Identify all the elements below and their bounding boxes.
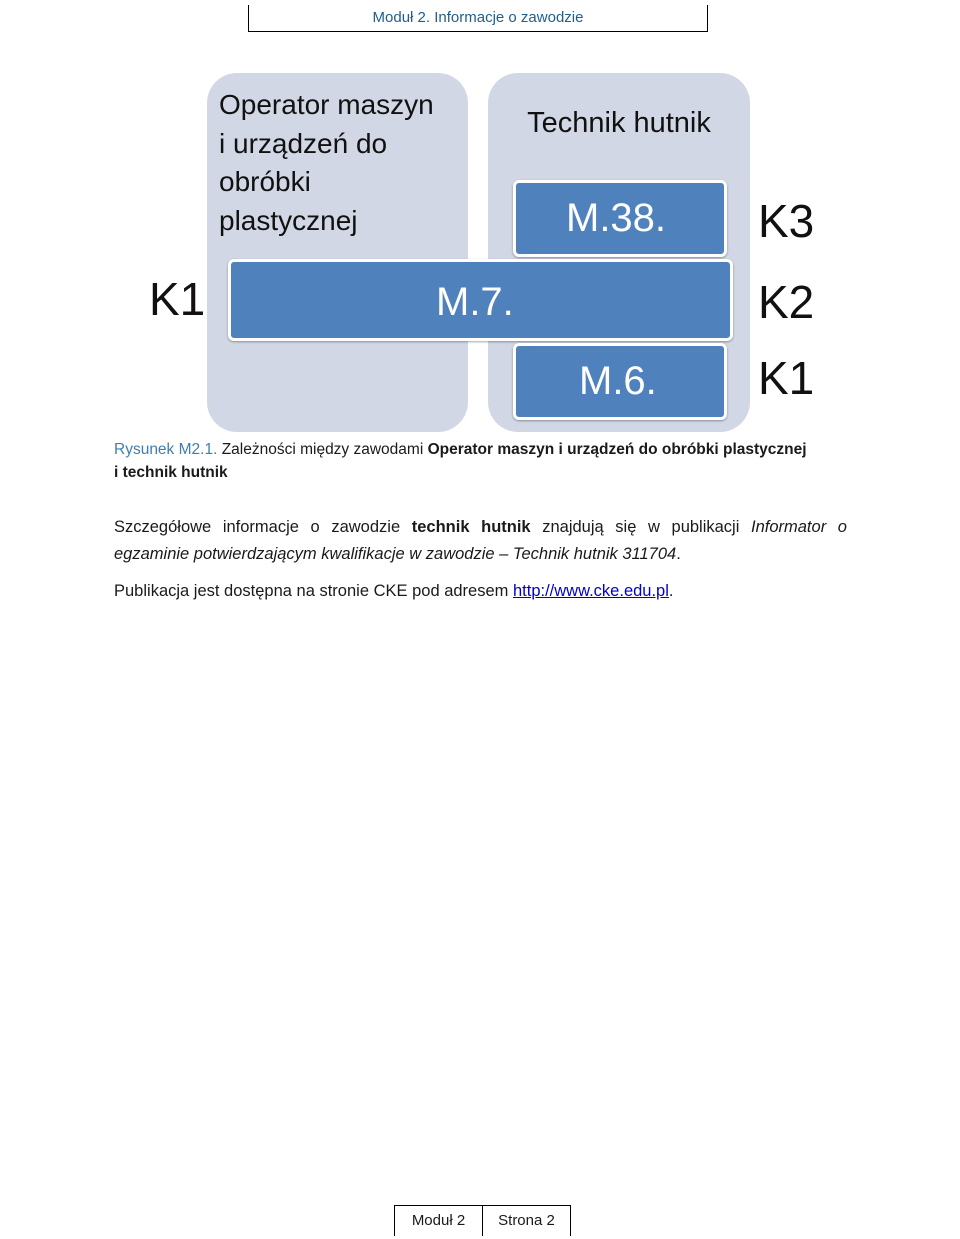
level-label-k1-left: K1 [149,273,206,325]
caption-label: Rysunek M2.1. [114,441,218,458]
figure-caption [114,438,854,484]
level-label-k1: K1 [758,352,815,404]
panel-operator-title-line: i urządzeń do [219,127,388,159]
caption-text: Zależności między zawodami [217,441,428,458]
text-bold: technik hutnik [411,518,531,536]
qualification-label: M.6. [579,359,657,403]
page-footer [394,1205,571,1236]
qualification-label: M.38. [566,196,667,240]
text: Szczegółowe informacje o zawodzie [114,518,412,536]
paragraph-publication [114,578,854,604]
page-header: Moduł 2. Informacje o zawodzie [248,5,708,32]
qualification-bar-m7 [228,259,733,341]
panel-operator-title-line: obróbki [219,166,311,197]
footer-module: Moduł 2 [395,1206,483,1236]
text: Publikacja jest dostępna na stronie CKE pod adresem [114,582,513,600]
text: znajdują się w publikacji [530,518,751,536]
caption-bold: Operator maszyn i urządzeń do obróbki plastycznej [427,441,807,458]
panel-operator-title-line: Operator maszyn [219,89,434,120]
text: . [676,544,681,563]
caption-bold: i technik hutnik [114,464,228,481]
qualification-diagram [0,0,960,440]
paragraph-details [114,514,847,567]
level-label-k2: K2 [758,276,815,328]
panel-technik-title: Technik hutnik [527,107,711,139]
panel-operator-title [219,86,464,240]
level-label-k3: K3 [758,195,815,247]
footer-page-number: Strona 2 [498,1212,555,1229]
text: . [668,582,674,600]
publication-title: Informator o egzaminie potwierdzającym kwalifikacje w zawodzie – Technik hutnik 311704 [114,518,847,563]
qualification-label: M.7. [436,280,514,324]
qualification-bar-m38 [513,180,727,257]
panel-operator-title-line: plastycznej [219,204,358,236]
qualification-bar-m6 [513,343,727,420]
cke-link[interactable]: http://www.cke.edu.pl [512,582,669,600]
